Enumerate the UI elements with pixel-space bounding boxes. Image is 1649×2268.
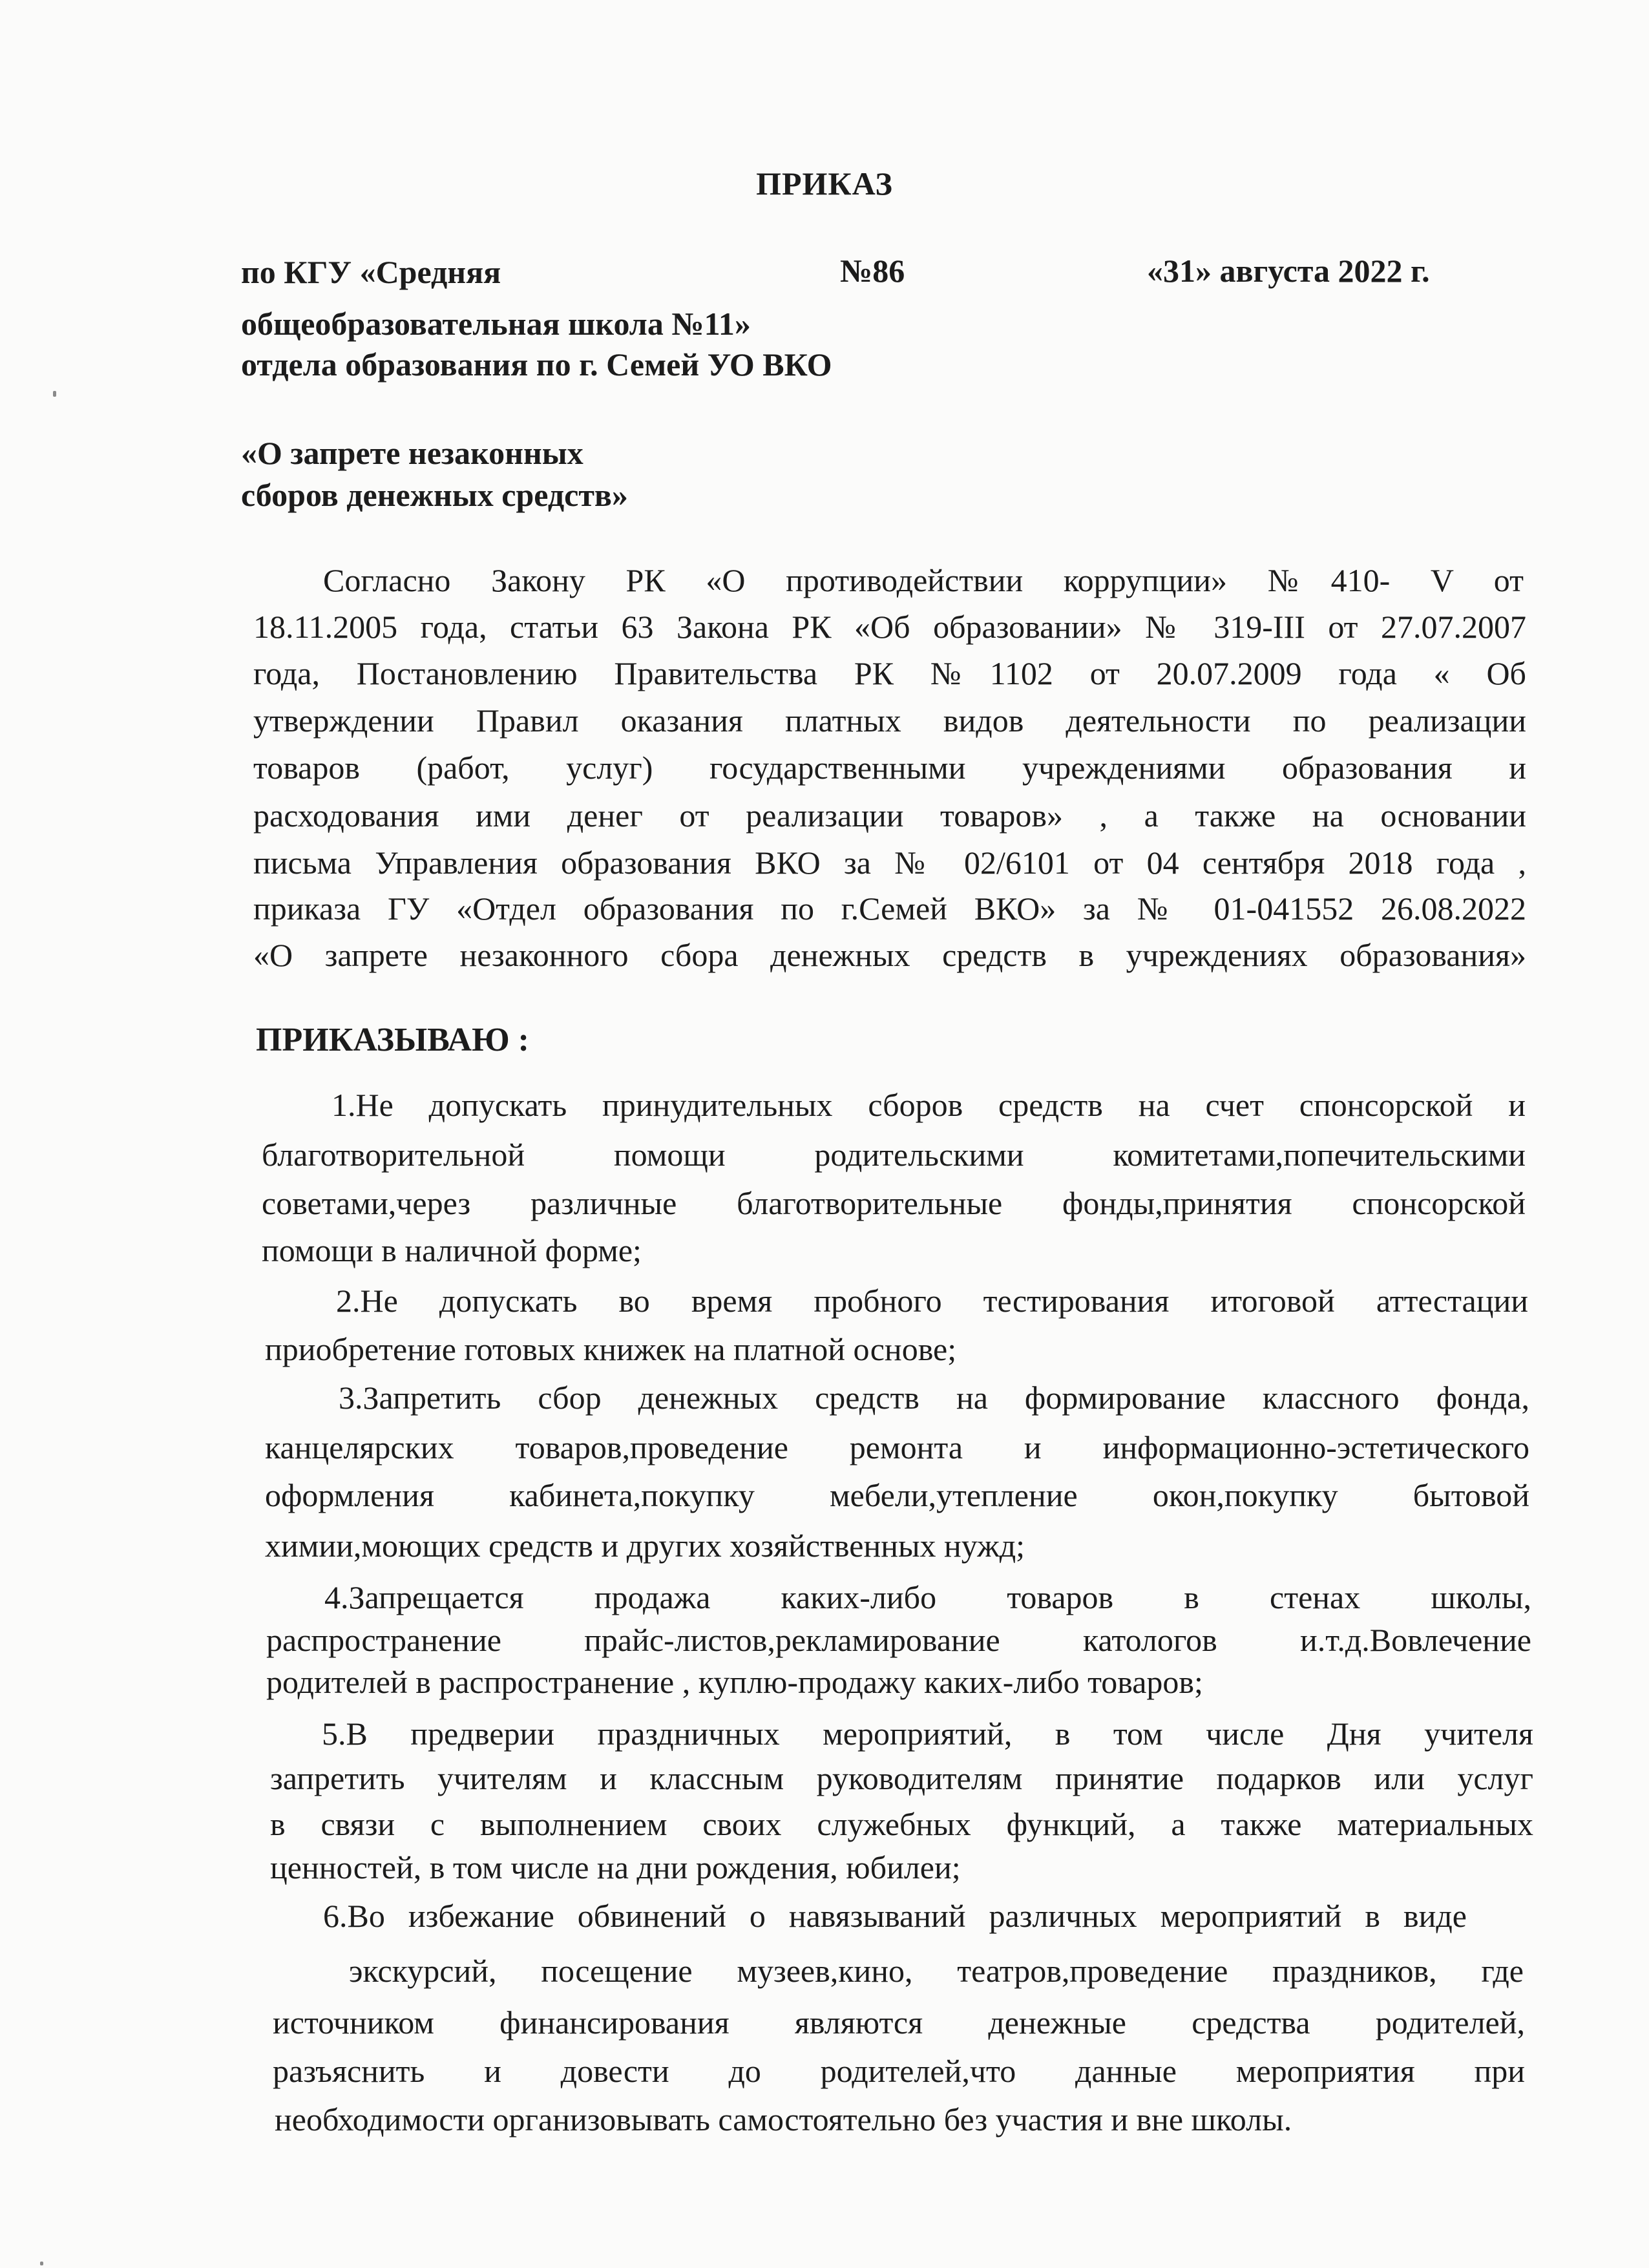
order-item-6-line: экскурсий, посещение музеев,кино, театров,проведение праздников, где [349, 1953, 1524, 1989]
order-item-2-line: 2.Не допускать во время пробного тестирования итоговой аттестации [336, 1283, 1528, 1319]
preamble-line: Согласно Закону РК «О противодействии коррупции» №410- V от [323, 562, 1524, 598]
order-item-4-line: родителей в распространение , куплю-продажу каких-либо товаров; [266, 1664, 1203, 1700]
subject-line-1: «О запрете незаконных [241, 435, 583, 471]
order-item-2-line: приобретение готовых книжек на платной основе; [265, 1331, 957, 1367]
order-item-5-line: 5.В предверии праздничных мероприятий, в том числе Дня учителя [322, 1716, 1533, 1752]
preamble-line: приказа ГУ «Отдел образования по г.Семей ВКО» за № 01-041552 26.08.2022 [253, 890, 1526, 927]
order-item-4-line: распространение прайс-листов,рекламирование катологов и.т.д.Вовлечение [266, 1622, 1531, 1658]
order-item-3-line: канцелярских товаров,проведение ремонта и информационно-эстетического [265, 1429, 1529, 1465]
order-item-3-line: 3.Запретить сбор денежных средств на формирование классного фонда, [339, 1380, 1529, 1416]
preamble-line: расходования ими денег от реализации товаров» , а также на основании [253, 797, 1526, 834]
order-item-5-line: в связи с выполнением своих служебных функций, а также материальных [270, 1806, 1533, 1842]
order-item-1-line: помощи в наличной форме; [262, 1232, 642, 1268]
order-item-3-line: оформления кабинета,покупку мебели,утепление окон,покупку бытовой [265, 1477, 1529, 1513]
organization-line-2: общеобразовательная школа №11» [241, 306, 751, 342]
order-item-1-line: советами,через различные благотворительные фонды,принятия спонсорской [262, 1185, 1526, 1221]
preamble-line: «О запрете незаконного сбора денежных средств в учреждениях образования» [253, 937, 1526, 973]
scan-speck [53, 391, 56, 397]
order-number: №86 [840, 253, 905, 289]
scan-speck [40, 2262, 43, 2265]
order-item-6-line: необходимости организовывать самостоятельно без участия и вне школы. [275, 2101, 1292, 2137]
preamble-line: года, Постановлению Правительства РК №1102 от 20.07.2009 года « Об [253, 655, 1526, 691]
order-item-6-line: 6.Во избежание обвинений о навязываний различных мероприятий в виде [323, 1898, 1467, 1934]
preamble-line: 18.11.2005 года, статьи 63 Закона РК «Об образовании» № 319-III от 27.07.2007 [253, 609, 1526, 645]
order-item-4-line: 4.Запрещается продажа каких-либо товаров в стенах школы, [324, 1579, 1531, 1615]
order-item-1-line: благотворительной помощи родительскими комитетами,попечительскими [262, 1137, 1526, 1173]
order-item-1-line: 1.Не допускать принудительных сборов средств на счет спонсорской и [331, 1087, 1526, 1123]
order-item-5-line: ценностей, в том числе на дни рождения, юбилеи; [270, 1849, 961, 1885]
order-item-3-line: химии,моющих средств и других хозяйственных нужд; [265, 1528, 1025, 1564]
order-item-6-line: разъяснить и довести до родителей,что данные мероприятия при [273, 2053, 1525, 2089]
orders-label: ПРИКАЗЫВАЮ : [256, 1022, 529, 1058]
preamble-line: утверждении Правил оказания платных видов деятельности по реализации [253, 702, 1526, 739]
order-item-5-line: запретить учителям и классным руководителям принятие подарков или услуг [270, 1760, 1533, 1796]
order-item-6-line: источником финансирования являются денежные средства родителей, [273, 2004, 1525, 2041]
organization-line-1: по КГУ «Средняя [241, 254, 501, 290]
subject-line-2: сборов денежных средств» [241, 477, 628, 513]
preamble-line: письма Управления образования ВКО за № 02/6101 от 04 сентября 2018 года , [253, 845, 1526, 881]
preamble-line: товаров (работ, услуг) государственными учреждениями образования и [253, 750, 1526, 786]
document-title: ПРИКАЗ [756, 165, 893, 202]
organization-line-3: отдела образования по г. Семей УО ВКО [241, 346, 832, 383]
order-date: «31» августа 2022 г. [1147, 253, 1430, 289]
